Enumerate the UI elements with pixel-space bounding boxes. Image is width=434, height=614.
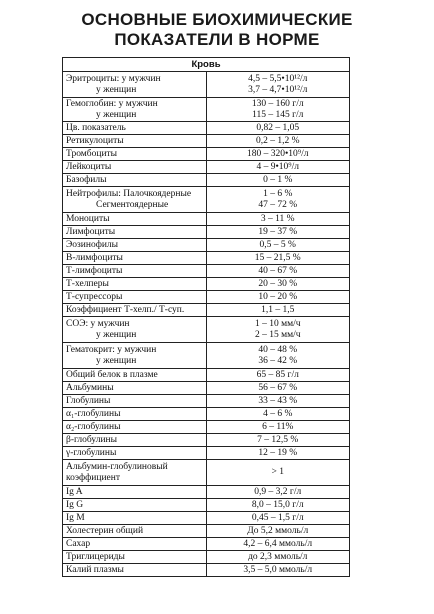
table-row bbox=[63, 343, 350, 369]
norm-value: 19 – 37 % bbox=[258, 226, 298, 237]
table-row bbox=[63, 265, 350, 278]
norm-value: 2 – 15 мм/ч bbox=[254, 329, 301, 340]
norm-value: 15 – 21,5 % bbox=[254, 252, 301, 263]
table-row bbox=[63, 304, 350, 317]
page-title bbox=[0, 10, 434, 50]
parameter-name: у женщин bbox=[96, 329, 137, 340]
parameter-name-cell bbox=[63, 499, 207, 512]
table-row bbox=[63, 460, 350, 486]
norm-value: 6 – 11% bbox=[262, 421, 294, 432]
norm-value-cell bbox=[206, 564, 350, 577]
norm-value: 56 – 67 % bbox=[258, 382, 298, 393]
parameter-name-cell bbox=[63, 434, 207, 447]
norm-value-cell bbox=[206, 187, 350, 213]
parameter-name: у женщин bbox=[96, 109, 137, 120]
table-row bbox=[63, 98, 350, 122]
parameter-name: α₂-глобулины bbox=[66, 421, 121, 432]
norm-value: 3,7 – 4,7•10¹²/л bbox=[248, 84, 308, 95]
table-row bbox=[63, 395, 350, 408]
table-row bbox=[63, 369, 350, 382]
norm-value-cell bbox=[206, 447, 350, 460]
parameter-name: Базофилы bbox=[66, 174, 107, 185]
parameter-name-cell bbox=[63, 486, 207, 499]
norm-value-cell bbox=[206, 343, 350, 369]
parameter-name-cell bbox=[63, 161, 207, 174]
norm-value: 0,45 – 1,5 г/л bbox=[251, 512, 304, 523]
table-row bbox=[63, 434, 350, 447]
norm-value: 20 – 30 % bbox=[258, 278, 298, 289]
title-line-2: ПОКАЗАТЕЛИ В НОРМЕ bbox=[114, 30, 320, 49]
table-row bbox=[63, 564, 350, 577]
parameter-name: Холестерин общий bbox=[66, 525, 144, 536]
norm-value-cell bbox=[206, 278, 350, 291]
parameter-name-cell bbox=[63, 226, 207, 239]
parameter-name-cell bbox=[63, 369, 207, 382]
norm-value: 1 – 10 мм/ч bbox=[254, 318, 301, 329]
norm-value-cell bbox=[206, 551, 350, 564]
norm-value: 65 – 85 г/л bbox=[256, 369, 299, 380]
norm-value: 40 – 67 % bbox=[258, 265, 298, 276]
norm-value-cell bbox=[206, 161, 350, 174]
parameter-name: Нейтрофилы: Палочкоядерные bbox=[66, 188, 192, 199]
parameter-name: Т-лимфоциты bbox=[66, 265, 123, 276]
parameter-name-cell bbox=[63, 395, 207, 408]
parameter-name: В-лимфоциты bbox=[66, 252, 123, 263]
parameter-name: Ретикулоциты bbox=[66, 135, 124, 146]
parameter-name: Моноциты bbox=[66, 213, 110, 224]
norm-value: 3,5 – 5,0 ммоль/л bbox=[243, 564, 313, 575]
norm-value-cell bbox=[206, 395, 350, 408]
norm-value-cell bbox=[206, 499, 350, 512]
norm-value-cell bbox=[206, 98, 350, 122]
norm-value: 0,82 – 1,05 bbox=[256, 122, 300, 133]
parameter-name: Эритроциты: у мужчин bbox=[66, 73, 161, 84]
norm-value: 36 – 42 % bbox=[258, 355, 298, 366]
parameter-name-cell bbox=[63, 460, 207, 486]
parameter-name-cell bbox=[63, 148, 207, 161]
table-row bbox=[63, 538, 350, 551]
parameter-name: у женщин bbox=[96, 84, 137, 95]
parameter-name: Калий плазмы bbox=[66, 564, 124, 575]
norm-value-cell bbox=[206, 252, 350, 265]
parameter-name: Триглицериды bbox=[66, 551, 125, 562]
table-row bbox=[63, 486, 350, 499]
parameter-name: α₁-глобулины bbox=[66, 408, 121, 419]
table-row bbox=[63, 512, 350, 525]
norm-value: 3 – 11 % bbox=[260, 213, 295, 224]
parameter-name: Альбумины bbox=[66, 382, 114, 393]
table-row bbox=[63, 72, 350, 98]
table-row bbox=[63, 382, 350, 395]
table-row bbox=[63, 499, 350, 512]
parameter-name: СОЭ: у мужчин bbox=[66, 318, 130, 329]
parameter-name-cell bbox=[63, 252, 207, 265]
parameter-name: Лейкоциты bbox=[66, 161, 112, 172]
parameter-name: Общий белок в плазме bbox=[66, 369, 158, 380]
norm-value-cell bbox=[206, 434, 350, 447]
table-row bbox=[63, 525, 350, 538]
parameter-name: β-глобулины bbox=[66, 434, 117, 445]
parameter-name-cell bbox=[63, 291, 207, 304]
norm-value-cell bbox=[206, 226, 350, 239]
table-row bbox=[63, 148, 350, 161]
parameter-name: γ-глобулины bbox=[66, 447, 117, 458]
parameter-name: коэффициент bbox=[66, 472, 120, 483]
norm-value-cell bbox=[206, 213, 350, 226]
parameter-name-cell bbox=[63, 265, 207, 278]
norm-value-cell bbox=[206, 525, 350, 538]
parameter-name-cell bbox=[63, 343, 207, 369]
norm-value: 40 – 48 % bbox=[258, 344, 298, 355]
parameter-name-cell bbox=[63, 538, 207, 551]
parameter-name: Гемоглобин: у мужчин bbox=[66, 98, 158, 109]
norm-value-cell bbox=[206, 486, 350, 499]
parameter-name-cell bbox=[63, 551, 207, 564]
parameter-name-cell bbox=[63, 72, 207, 98]
parameter-name-cell bbox=[63, 447, 207, 460]
norm-value: 0,2 – 1,2 % bbox=[255, 135, 300, 146]
norm-value-cell bbox=[206, 239, 350, 252]
table-row bbox=[63, 187, 350, 213]
table-row bbox=[63, 174, 350, 187]
table-row bbox=[63, 135, 350, 148]
norm-value-cell bbox=[206, 382, 350, 395]
parameter-name: Тромбоциты bbox=[66, 148, 118, 159]
norm-value: 33 – 43 % bbox=[258, 395, 298, 406]
norm-value: 12 – 19 % bbox=[258, 447, 298, 458]
parameter-name-cell bbox=[63, 382, 207, 395]
norm-value: 180 – 320•10⁹/л bbox=[246, 148, 309, 159]
parameter-name: Ig G bbox=[66, 499, 84, 510]
table-row bbox=[63, 278, 350, 291]
norm-value: 47 – 72 % bbox=[258, 199, 298, 210]
norm-value: 4 – 9•10⁹/л bbox=[256, 161, 300, 172]
norm-value: 4,5 – 5,5•10¹²/л bbox=[248, 73, 308, 84]
parameter-name: у женщин bbox=[96, 355, 137, 366]
parameter-name: Ig M bbox=[66, 512, 85, 523]
norm-value-cell bbox=[206, 265, 350, 278]
parameter-name-cell bbox=[63, 525, 207, 538]
norm-value-cell bbox=[206, 72, 350, 98]
norm-value: 1,1 – 1,5 bbox=[261, 304, 295, 315]
norm-value-cell bbox=[206, 369, 350, 382]
norm-value: 7 – 12,5 % bbox=[257, 434, 299, 445]
parameter-name-cell bbox=[63, 122, 207, 135]
norm-value-cell bbox=[206, 174, 350, 187]
parameter-name: Эозинофилы bbox=[66, 239, 119, 250]
parameter-name-cell bbox=[63, 564, 207, 577]
norm-value: до 2,3 ммоль/л bbox=[248, 551, 308, 562]
norm-value: > 1 bbox=[271, 467, 284, 477]
parameter-name: Глобулины bbox=[66, 395, 111, 406]
norm-value-cell bbox=[206, 421, 350, 434]
norm-value-cell bbox=[206, 538, 350, 551]
parameter-name-cell bbox=[63, 421, 207, 434]
norm-value: 8,0 – 15,0 г/л bbox=[251, 499, 304, 510]
section-header-row bbox=[63, 58, 350, 72]
parameter-name-cell bbox=[63, 239, 207, 252]
parameter-name: Альбумин-глобулиновый bbox=[66, 461, 168, 472]
table-row bbox=[63, 252, 350, 265]
parameter-name-cell bbox=[63, 408, 207, 421]
table-row bbox=[63, 122, 350, 135]
norm-value-cell bbox=[206, 291, 350, 304]
norm-value-cell bbox=[206, 148, 350, 161]
parameter-name-cell bbox=[63, 98, 207, 122]
norm-value: 0,5 – 5 % bbox=[259, 239, 296, 250]
norm-value-cell bbox=[206, 135, 350, 148]
parameter-name-cell bbox=[63, 213, 207, 226]
norms-table bbox=[62, 57, 350, 577]
norm-value: 0 – 1 % bbox=[263, 174, 293, 185]
table-row bbox=[63, 447, 350, 460]
norm-value: До 5,2 ммоль/л bbox=[247, 525, 309, 536]
table-row bbox=[63, 213, 350, 226]
norm-value: 115 – 145 г/л bbox=[252, 109, 304, 120]
norm-value-cell bbox=[206, 408, 350, 421]
table-row bbox=[63, 239, 350, 252]
parameter-name: Коэффициент Т-хелп./ Т-суп. bbox=[66, 304, 185, 315]
parameter-name-cell bbox=[63, 317, 207, 343]
table-row bbox=[63, 551, 350, 564]
parameter-name-cell bbox=[63, 174, 207, 187]
parameter-name-cell bbox=[63, 278, 207, 291]
norm-value-cell bbox=[206, 122, 350, 135]
parameter-name: Лимфоциты bbox=[66, 226, 116, 237]
parameter-name: Ig A bbox=[66, 486, 83, 497]
table-row bbox=[63, 408, 350, 421]
title-line-1: ОСНОВНЫЕ БИОХИМИЧЕСКИЕ bbox=[81, 10, 353, 29]
norm-value: 1 – 6 % bbox=[263, 188, 293, 199]
norm-value: 10 – 20 % bbox=[258, 291, 298, 302]
parameter-name: Т-супрессоры bbox=[66, 291, 123, 302]
parameter-name-cell bbox=[63, 304, 207, 317]
parameter-name-cell bbox=[63, 187, 207, 213]
parameter-name: Сахар bbox=[66, 538, 91, 549]
norm-value-cell bbox=[206, 304, 350, 317]
table-row bbox=[63, 161, 350, 174]
table-row bbox=[63, 291, 350, 304]
norm-value: 0,9 – 3,2 г/л bbox=[254, 486, 302, 497]
parameter-name: Т-хелперы bbox=[66, 278, 109, 289]
section-header: Кровь bbox=[63, 58, 350, 72]
table-row bbox=[63, 421, 350, 434]
parameter-name: Цв. показатель bbox=[66, 122, 126, 133]
parameter-name: Сегментоядерные bbox=[96, 199, 169, 210]
norm-value-cell bbox=[206, 460, 350, 486]
norm-value-cell bbox=[206, 317, 350, 343]
parameter-name-cell bbox=[63, 512, 207, 525]
norm-value: 4,2 – 6,4 ммоль/л bbox=[243, 538, 313, 549]
parameter-name: Гематокрит: у мужчин bbox=[66, 344, 157, 355]
norm-value: 4 – 6 % bbox=[263, 408, 293, 419]
norm-value-cell bbox=[206, 512, 350, 525]
norm-value: 130 – 160 г/л bbox=[251, 98, 304, 109]
table-row bbox=[63, 317, 350, 343]
table-row bbox=[63, 226, 350, 239]
parameter-name-cell bbox=[63, 135, 207, 148]
